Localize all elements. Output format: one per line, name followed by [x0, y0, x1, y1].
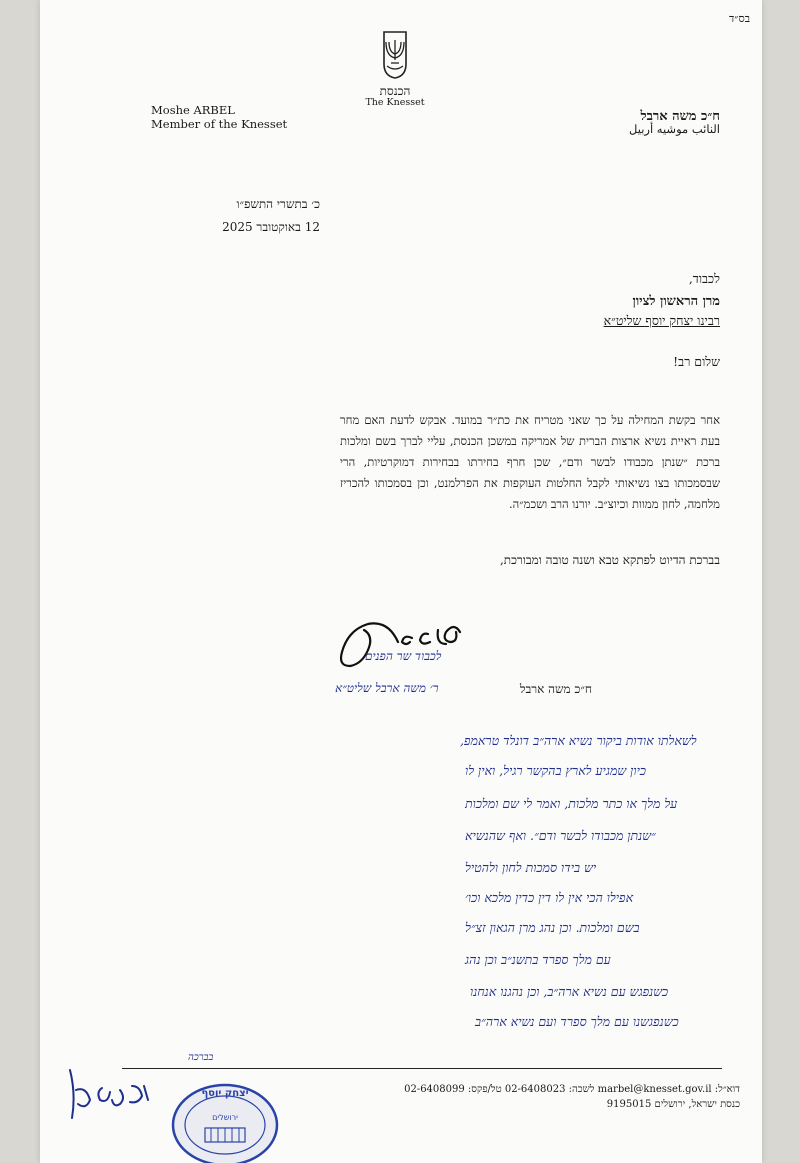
stamp-subtext: ירושלים: [212, 1113, 238, 1122]
handwritten-line: אפילו הכי אין לו דין כדין מלכא וכו׳: [465, 890, 634, 905]
greeting: שלום רב!: [673, 354, 720, 369]
sender-role-arabic: النائب موشيه أربيل: [629, 122, 720, 136]
menorah-emblem-icon: [380, 30, 410, 80]
handwritten-line: כיון שמגיע לארץ בהקשר רגיל, ואין לו: [465, 763, 646, 778]
handwritten-line: יש בידו סמכות לחון ולהטיל: [465, 860, 597, 875]
footer-contact: דוא״ל: marbel@knesset.gov.il לשכה: 02-6408023 טל/פקס: 02-6408099: [404, 1084, 740, 1095]
sender-role-english: Member of the Knesset: [151, 117, 288, 131]
recipient-name: רבינו יצחק יוסף שליט״א: [603, 313, 720, 328]
handwritten-signature-image: [62, 1060, 157, 1125]
knesset-english-label: The Knesset: [365, 97, 425, 108]
handwritten-line: כשנפגשנו עם מלך ספרד ועם נשיא ארה״ב: [475, 1014, 679, 1029]
sender-name-hebrew: ח״כ משה ארבל: [640, 109, 720, 124]
sender-name-english: Moshe ARBEL: [151, 103, 235, 117]
handwritten-line: בברכה: [188, 1052, 214, 1063]
bsd-mark: בס״ד: [728, 12, 750, 25]
recipient-title: מרן הראשון לציון: [632, 294, 720, 309]
handwritten-line: ״שנתן מכבודו לבשר ודם״. ואף שהנשיא: [465, 828, 656, 843]
footer-divider: [122, 1068, 722, 1069]
handwritten-line: בשם ומלכות. וכן נהג מרן הגאון זצ״ל: [465, 920, 640, 935]
signature-name: ח״כ משה ארבל: [519, 682, 592, 696]
handwritten-line: עם מלך ספרד בתשנ״ב וכן נהג: [465, 952, 611, 967]
letter-body: אחר בקשת המחילה על כך שאני מטריח את כת״ר במועד. אבקש לדעת האם מחר בעת ראיית נשיא ארצות הברית של אמריקה במשכן הכנסת, עליי לברך בשם ומלכות ברכת ״שנתן מכבודו לבשר ודם״, שכן חרף בחירתו בבחירות דמוקרטיות, הרי שבסמכותו בצו נשיאותי לקבל החלטות העוקפות את הפרלמנט, וכן בסמכותו להכריז מלחמה, לחון ממוות וכיוצ״ב. יורנו הרב ושכמ״ה.: [340, 413, 720, 511]
handwritten-line: לכבוד שר הפנים: [365, 649, 442, 663]
footer-address: כנסת ישראל, ירושלים 9195015: [606, 1099, 740, 1110]
hebrew-date: כ׳ בתשרי התשפ״ו: [236, 197, 320, 211]
letter-page: [40, 0, 762, 1163]
handwritten-line: ר׳ משה ארבל שליט״א: [335, 681, 439, 695]
rabbinic-stamp-image: [165, 1070, 285, 1163]
recipient-salutation: לכבוד,: [688, 271, 720, 286]
handwritten-line: כשנפגש עם נשיא ארה״ב, וכן נהגנו אנחנו: [470, 984, 669, 999]
handwritten-line: על מלך או כתר מלכות, ואמר לי שם ומלכות: [465, 796, 678, 811]
closing-blessing: בברכת הדיוט לפתקא טבא ושנה טובה ומבורכת,: [499, 553, 720, 567]
handwritten-line: לשאלתו אודות ביקור נשיא ארה״ב דונלד טראמפ,: [460, 733, 697, 748]
knesset-hebrew-label: הכנסת: [379, 84, 411, 98]
stamp-text: יצחק יוסף: [201, 1088, 249, 1099]
gregorian-date: 12 באוקטובר 2025: [222, 220, 320, 234]
